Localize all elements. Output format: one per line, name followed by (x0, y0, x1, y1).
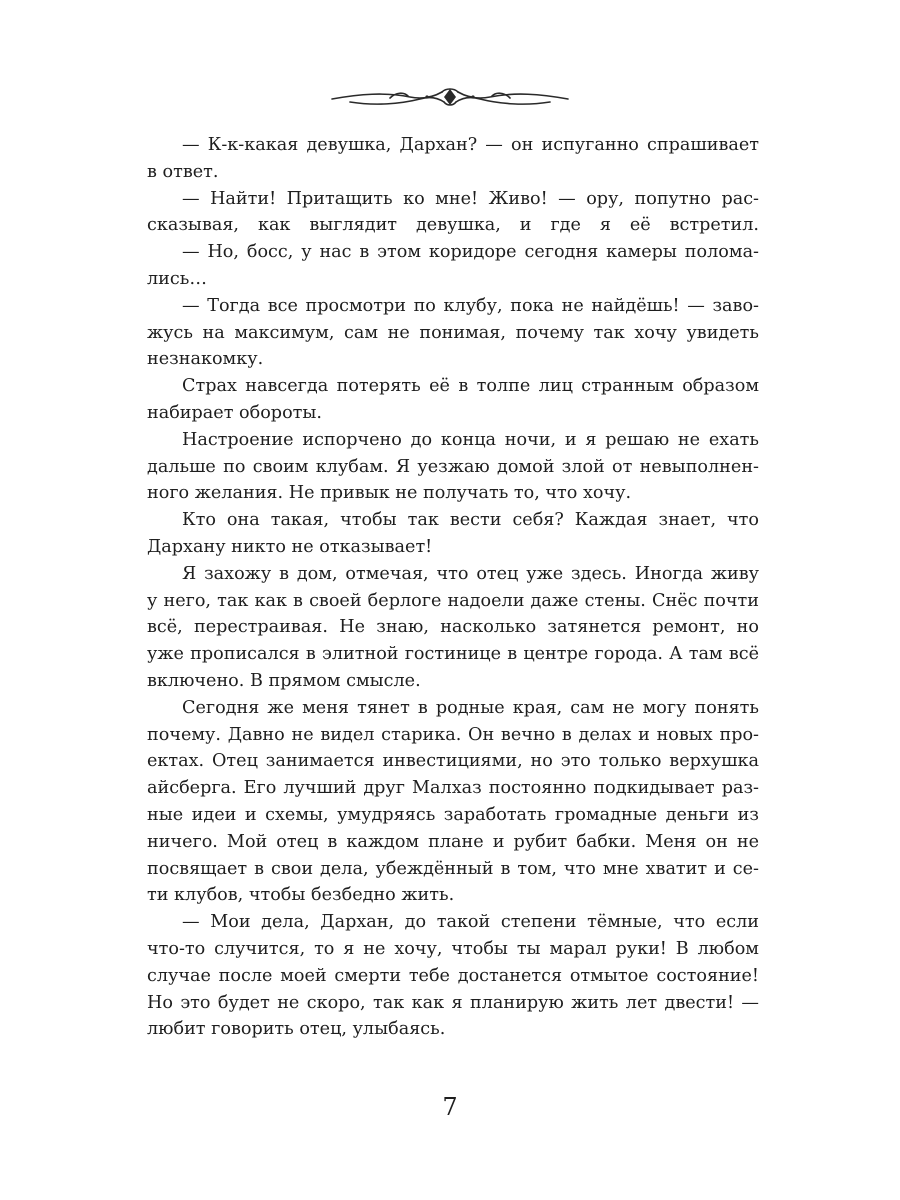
text-line: ничего. Мой отец в каждом плане и рубит бабки. Меня он не (147, 831, 759, 852)
text-line: Сегодня же меня тянет в родные края, сам не могу понять (182, 697, 759, 718)
page-number: 7 (442, 1093, 458, 1121)
text-line: у него, так как в своей берлоге надоели даже стены. Снёс почти (147, 590, 759, 611)
text-line: — Но, босс, у нас в этом коридоре сегодня камеры полома- (182, 242, 759, 263)
text-line: — Тогда все просмотри по клубу, пока не найдёшь! — заво- (182, 295, 759, 316)
text-line: Дархану никто не отказывает! (147, 536, 433, 557)
text-line: включено. В прямом смысле. (147, 670, 421, 691)
text-line: всё, перестраивая. Не знаю, насколько затянется ремонт, но (147, 617, 759, 638)
text-line: уже прописался в элитной гостинице в центре города. А там всё (147, 644, 759, 665)
text-line: посвящает в свои дела, убеждённый в том, что мне хватит и се- (147, 858, 759, 879)
text-line: случае после моей смерти тебе достанется отмытое состояние! (147, 965, 759, 986)
body-text (147, 132, 759, 1043)
text-line: Страх навсегда потерять её в толпе лиц странным образом (182, 376, 759, 397)
text-line: Но это будет не скоро, так как я планирую жить лет двести! — (147, 992, 759, 1013)
text-line: в ответ. (147, 161, 219, 182)
ornament-flourish (330, 84, 570, 112)
text-line: что-то случится, то я не хочу, чтобы ты марал руки! В любом (147, 938, 759, 959)
text-line: ного желания. Не привык не получать то, что хочу. (147, 483, 632, 504)
text-line: любит говорить отец, улыбаясь. (147, 1019, 446, 1040)
text-line: набирает обороты. (147, 402, 322, 423)
text-line: — К-к-какая девушка, Дархан? — он испуганно спрашивает (182, 135, 759, 155)
text-line: ные идеи и схемы, умудряясь заработать громадные деньги из (147, 804, 759, 825)
text-line: незнакомку. (147, 349, 264, 370)
text-line: Кто она такая, чтобы так вести себя? Каждая знает, что (182, 510, 759, 531)
text-line: Я захожу в дом, отмечая, что отец уже здесь. Иногда живу (182, 563, 759, 584)
text-line: сказывая, как выглядит девушка, и где я её встретил. (147, 215, 759, 236)
text-line: почему. Давно не видел старика. Он вечно в делах и новых про- (147, 724, 759, 745)
text-line: — Найти! Притащить ко мне! Живо! — ору, попутно рас- (182, 188, 759, 209)
text-line: жусь на максимум, сам не понимая, почему так хочу увидеть (147, 322, 759, 343)
text-line: ектах. Отец занимается инвестициями, но это только верхушка (147, 751, 759, 772)
text-line: лись… (147, 268, 207, 289)
text-line: дальше по своим клубам. Я уезжаю домой злой от невыполнен- (147, 456, 759, 477)
text-line: Настроение испорчено до конца ночи, и я решаю не ехать (182, 429, 759, 450)
text-line: айсберга. Его лучший друг Малхаз постоянно подкидывает раз- (147, 778, 759, 799)
text-line: — Мои дела, Дархан, до такой степени тёмные, что если (182, 912, 759, 933)
text-line: ти клубов, чтобы безбедно жить. (147, 885, 455, 906)
